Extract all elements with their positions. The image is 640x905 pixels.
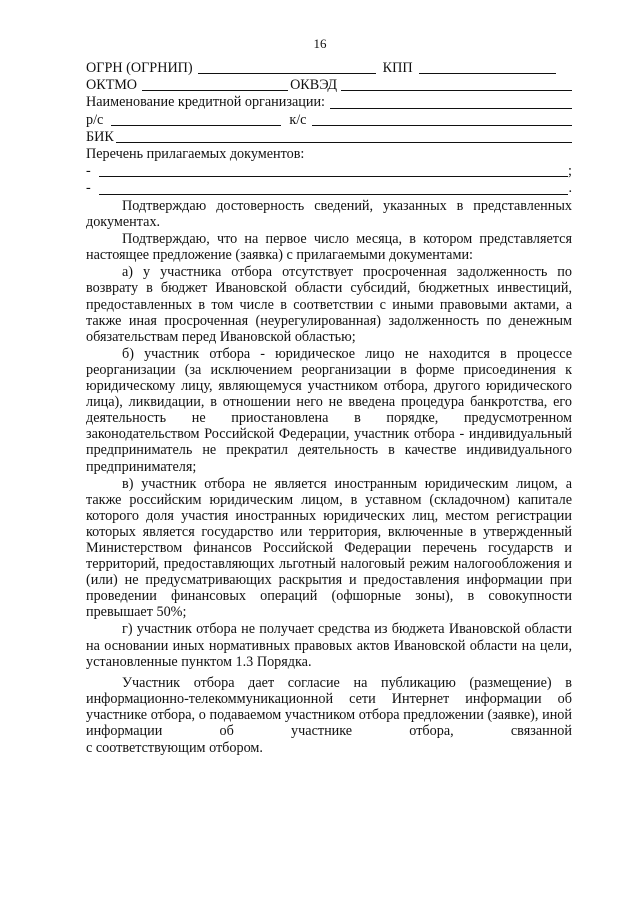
rs-label: р/с <box>86 111 104 128</box>
doc-item-1 <box>86 163 572 180</box>
docs-label: Перечень прилагаемых документов: <box>86 145 305 162</box>
bik-label: БИК <box>86 128 114 145</box>
doc-item-1-field[interactable] <box>99 163 568 177</box>
doc-item-2-period: . <box>568 180 572 197</box>
okved-field[interactable] <box>341 77 572 91</box>
bik-line <box>86 129 572 146</box>
bik-field[interactable] <box>116 129 572 143</box>
oktmo-field[interactable] <box>142 77 288 91</box>
paragraph-item-a: а) у участника отбора отсутствует просроченная задолженность по возврату в бюджет Ивановской области субсидий, бюджетных инвестиций, предоставленных в том числе в соответствии с иными правовыми актами, а также иная просроченная (неурегулированная) задолженность по денежным обязательствам перед Ивановской областью; <box>86 264 572 345</box>
ogrn-kpp-line <box>86 60 572 77</box>
doc-item-1-dash: - <box>86 163 91 180</box>
doc-item-2-field[interactable] <box>99 181 569 195</box>
kpp-field[interactable] <box>419 60 556 74</box>
paragraph-consent-end: с соответствующим отбором. <box>86 740 263 757</box>
ogrn-label: ОГРН (ОГРНИП) <box>86 59 193 76</box>
page-number: 16 <box>313 36 327 51</box>
ks-field[interactable] <box>312 112 572 126</box>
requisites-form <box>86 60 572 198</box>
oktmo-label: ОКТМО <box>86 77 138 94</box>
bank-line <box>86 94 572 111</box>
ogrn-field[interactable] <box>198 60 376 74</box>
docs-heading-line <box>86 146 572 163</box>
declaration-text <box>86 198 572 757</box>
doc-item-2-dash: - <box>86 180 91 197</box>
paragraph-item-g: г) участник отбора не получает средства из бюджета Ивановской области на основании иных нормативных правовых актов Ивановской области на цели, установленные пунктом 1.3 Порядка. <box>86 621 572 670</box>
doc-item-2 <box>86 180 572 197</box>
paragraph-item-b: б) участник отбора - юридическое лицо не находится в процессе реорганизации (за исключением реорганизации в форме присоединения к юридическому лицу, являющемуся участником отбора, другого юридического лица), ликвидации, в отношении него не введена процедура банкротства, его деятельность не приостановлена в порядке, предусмотренном законодательством Российской Федерации, участник отбора - индивидуальный предприниматель не прекратил деятельность в качестве индивидуального предпринимателя; <box>86 345 572 475</box>
paragraph-confirm-date: Подтверждаю, что на первое число месяца, в котором представляется настоящее предложение (заявка) с прилагаемыми документами: <box>86 231 572 264</box>
paragraph-confirm-accuracy: Подтверждаю достоверность сведений, указанных в представленных документах. <box>86 198 572 231</box>
paragraph-consent: Участник отбора дает согласие на публикацию (размещение) в информационно-телекоммуникационной сети Интернет информации об участнике отбора, о подаваемом участником отбора предложении (заявке), иной информации об участнике отбора, связанной <box>86 674 572 739</box>
okved-label: ОКВЭД <box>290 77 338 94</box>
oktmo-okved-line <box>86 77 572 94</box>
accounts-line <box>86 112 572 129</box>
bank-label: Наименование кредитной организации: <box>86 94 325 111</box>
rs-field[interactable] <box>111 112 281 126</box>
paragraph-item-v: в) участник отбора не является иностранным юридическим лицом, а также российским юридическим лицом, в уставном (складочном) капитале которого доля участия иностранных юридических лиц, местом регистрации которых является государство или территория, включенные в утвержденный Министерством финансов Российской Федерации перечень государств и территорий, предоставляющих льготный налоговый режим налогообложения и (или) не предусматривающих раскрытия и предоставления информации при проведении финансовых операций (офшорные зоны), в совокупности превышает 50%; <box>86 475 572 621</box>
kpp-label: КПП <box>382 59 413 76</box>
bank-field[interactable] <box>330 95 572 109</box>
ks-label: к/с <box>289 111 307 128</box>
doc-item-1-semicolon: ; <box>568 163 572 180</box>
